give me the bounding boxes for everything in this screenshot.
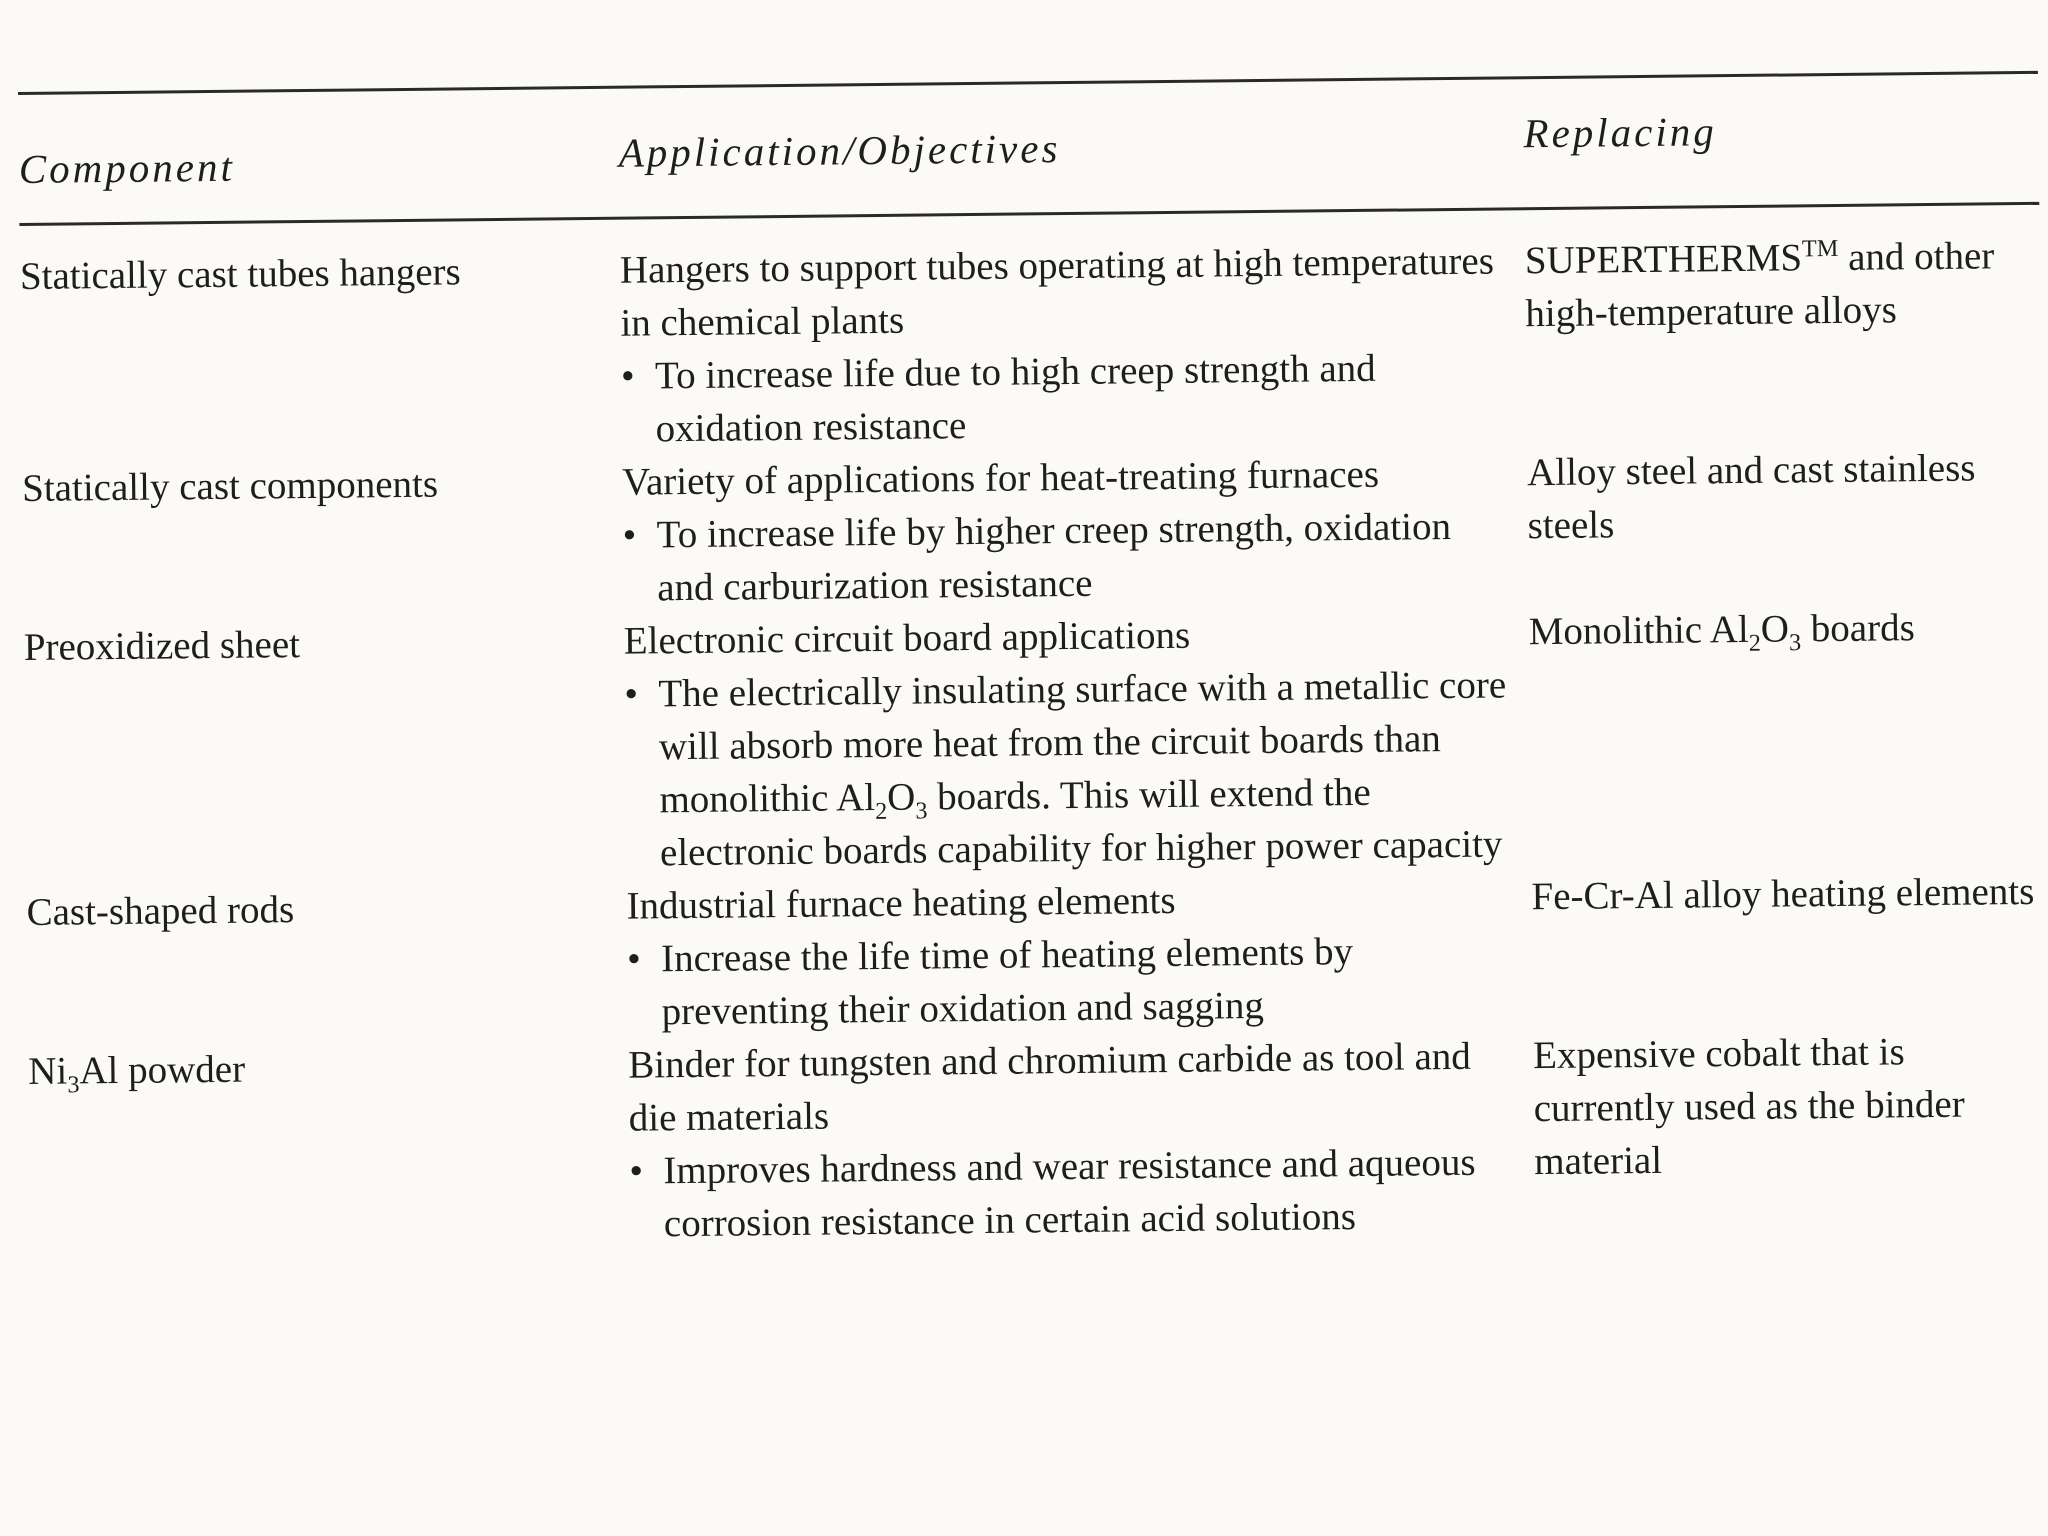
- application-text: Industrial furnace heating elements: [626, 878, 1176, 928]
- application-text: Binder for tungsten and chromium carbide as tool and die materials: [627, 1034, 1472, 1140]
- table-row: [22, 441, 2044, 621]
- objective-text: To increase life due to high creep strength and oxidation resistance: [654, 346, 1376, 451]
- header-component: Component: [18, 143, 236, 192]
- cell-component: Statically cast components: [21, 462, 439, 510]
- cell-replacing: SUPERTHERMS™ and other high-temperature alloys: [1524, 234, 1995, 336]
- cell-application: [626, 870, 1533, 1038]
- cell-component: Cast-shaped rods: [26, 888, 295, 934]
- cell-replacing: Alloy steel and cast stainless steels: [1526, 446, 1976, 548]
- bullet-icon: •: [624, 672, 639, 716]
- objective-bullet: [629, 1135, 1523, 1250]
- bullet-icon: •: [620, 354, 635, 398]
- table-row: [24, 600, 2047, 886]
- cell-replacing: Monolithic $Al_2O_3$ boards: [1528, 606, 1915, 657]
- objective-text: Increase the life time of heating elements by preventing their oxidation and sagging: [660, 930, 1354, 1034]
- cell-application: [628, 1029, 1535, 1250]
- objective-text: Improves hardness and wear resistance and aqueous corrosion resistance in certain acid solutions: [663, 1140, 1476, 1246]
- cell-replacing: Fe-Cr-Al alloy heating elements: [1531, 869, 2035, 919]
- header-replacing: Replacing: [1523, 108, 1717, 157]
- table-body: [19, 205, 2048, 1257]
- cell-application: [620, 234, 1527, 455]
- cell-replacing: Expensive cobalt that is currently used as the binder material: [1532, 1030, 1965, 1184]
- cell-application: [622, 446, 1529, 614]
- table-header: [18, 74, 2039, 223]
- cell-application: [624, 605, 1532, 879]
- objective-bullet: [621, 340, 1515, 455]
- bullet-icon: •: [622, 513, 637, 557]
- table-row: [28, 1024, 2048, 1257]
- cell-component: Statically cast tubes hangers: [19, 250, 461, 298]
- objective-text: To increase life by higher creep strength, oxidation and carburization resistance: [656, 505, 1452, 610]
- bullet-icon: •: [626, 937, 641, 981]
- table-row: [20, 229, 2042, 462]
- header-application: Application/Objectives: [618, 125, 1061, 176]
- application-text: Variety of applications for heat-treating furnaces: [621, 452, 1380, 504]
- cell-component: $Ni_3Al$ powder: [28, 1047, 246, 1099]
- objective-text: The electrically insulating surface with a metallic core will absorb more heat from the circuit boards than monolithic $Al_2O_3$ boards. This will extend the electronic boards capability for higher power capacity: [658, 663, 1507, 875]
- cell-component: Preoxidized sheet: [23, 623, 301, 669]
- application-text: Electronic circuit board applications: [623, 613, 1191, 663]
- bullet-icon: •: [629, 1149, 644, 1193]
- objective-bullet: [627, 923, 1521, 1038]
- application-text: Hangers to support tubes operating at high temperatures in chemical plants: [619, 239, 1495, 345]
- table-row: [26, 865, 2048, 1045]
- objective-bullet: [624, 658, 1519, 879]
- applications-table: [18, 71, 2048, 1257]
- objective-bullet: [622, 499, 1516, 614]
